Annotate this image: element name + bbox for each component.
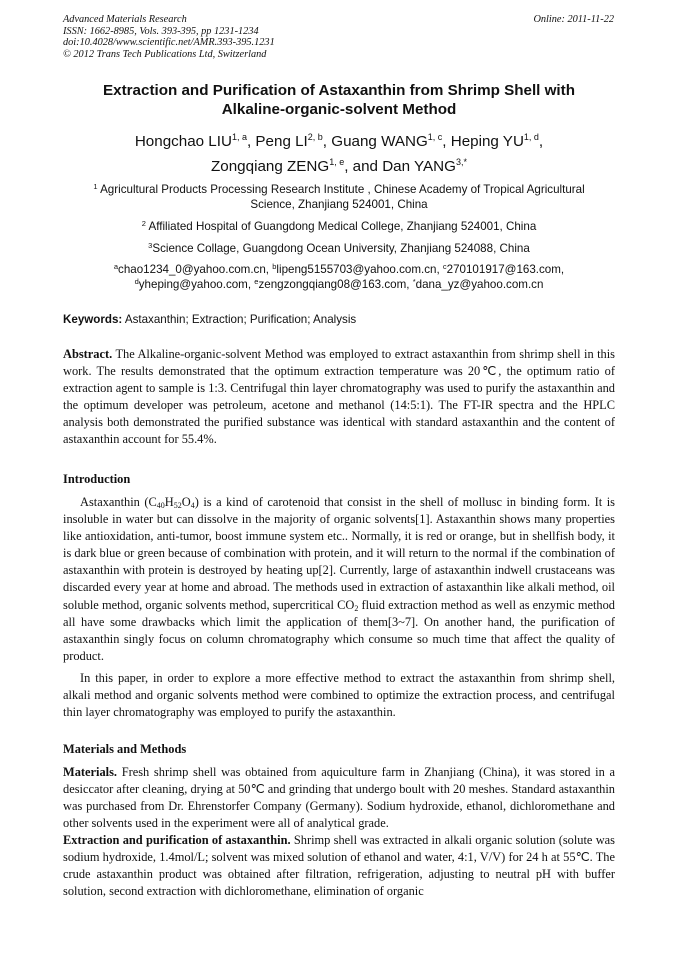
extraction-label: Extraction and purification of astaxanthin. <box>63 833 291 847</box>
email-link[interactable]: chao1234_0@yahoo.com.cn, <box>118 263 273 276</box>
author-name: Heping YU <box>450 133 524 150</box>
email-link[interactable]: dana_yz@yahoo.com.cn <box>415 278 544 291</box>
abstract-text: The Alkaline-organic-solvent Method was employed to extract astaxanthin from shrimp shell in this work. The results demonstrated that the optimum extraction temperature was 20℃, the optimum ratio of extraction agent to sample is 1:3. Centrifugal thin layer chromatography was used to purify the astaxanthin and the optimum developer was petroleum, acetone and methanol (14:5:1). The FT-IR spectra and the HPLC analysis both demonstrated the purified substance was identical with standard astaxanthin and the content of astaxanthin account for 55.4%. <box>63 347 615 447</box>
author-affiliation-mark: 1, e <box>329 157 345 167</box>
author-line-1: Hongchao LIU$^{1, a}$, Peng LI$^{2, b}$, Guang WANG$^{1, c}$, Heping YU$^{1, d}$, <box>134 132 544 150</box>
author-affiliation-mark: 3,* <box>455 157 467 167</box>
affiliation-mark: 2 <box>141 219 146 228</box>
section-heading-introduction: Introduction <box>63 472 131 486</box>
affiliation-3 <box>63 241 615 256</box>
email-link[interactable]: 270101917@163.com, <box>446 263 565 276</box>
author-affiliation-mark: 2, b <box>307 132 323 142</box>
introduction-paragraph-1: Astaxanthin $(C_{40}H_{52}O_4)$ is a kind of carotenoid that consist in the shell of mollusc in binding form. It is insoluble in water but can dissolve in the majority of organic solvents[1]. Astaxanthin shows many properties like antioxidation, anti-tumor, boost immune system etc.. Normally, it is red or orange, but in shellfish body, it is dark blue or green because of combination with protein, and it will return to the normal if the combination of astaxanthin with protein is destroyed by heating up[2]. Currently, large of astaxanthin indwell crustaceans was discarded every year at home and abroad. The methods used in extraction of astaxanthin like alkali method, oil soluble method, organic solvents method, supercritical $CO_2$ fluid extraction method as well as enzymic method all have some drawbacks which limit the application of them[3~7]. On another hand, the purification of astaxanthin singly focus on column chromatography which consume so much time that affect the quality of product. <box>63 495 615 663</box>
affiliation-1 <box>63 182 615 212</box>
email-list: $^a$chao1234_0@yahoo.com.cn, $^b$lipeng5155703@yahoo.com.cn, $^c$270101917@163.com, $^d$yheping@yahoo.com, $^e$zengzongqiang08@163.com, *dana_yz@yahoo.com.cn <box>113 262 565 291</box>
introduction-paragraph-2: In this paper, in order to explore a more effective method to extract the astaxanthin from shrimp shell, alkali method and organic solvents method were combined to optimize the extraction process, and centrifugal thin layer chromatography was employed to purify the astaxanthin. <box>63 671 615 720</box>
email-link[interactable]: lipeng5155703@yahoo.com.cn, <box>276 263 443 276</box>
extraction-paragraph: Extraction and purification of astaxanthin. Shrimp shell was extracted in alkali organic solution (solute was sodium hydroxide, 1.4mol/L; solvent was mixed solution of ethanol and water, 4:1, V/V) for 24 h at 55℃. The crude astaxanthin product was obtained after filtration, refrigeration, adjusting to neutral pH with buffer solution, second extraction with dichloromethane, elimination of organic <box>63 833 615 899</box>
affiliation-mark: 1 <box>93 182 98 191</box>
author-name: Zongqiang ZENG <box>211 158 330 175</box>
affiliation-text: Agricultural Products Processing Research Institute , Chinese Academy of Tropical Agricultural <box>100 183 585 196</box>
section-heading-materials-methods: Materials and Methods <box>63 742 187 756</box>
keywords-text: Astaxanthin; Extraction; Purification; Analysis <box>122 313 357 326</box>
author-affiliation-mark: 1, c <box>427 132 443 142</box>
title-line-1: Extraction and Purification of Astaxanthin from Shrimp Shell with <box>103 82 575 99</box>
affiliation-text: Science Collage, Guangdong Ocean University, Zhanjiang 524088, China <box>152 242 530 255</box>
author-name: Peng LI <box>255 133 308 150</box>
online-date: Online: 2011-11-22 <box>533 14 614 25</box>
copyright-line: © 2012 Trans Tech Publications Ltd, Switzerland <box>63 48 267 60</box>
doi-line: doi:10.4028/www.scientific.net/AMR.393-395.1231 <box>63 37 275 48</box>
author-separator: , <box>246 133 256 150</box>
author-name: Guang WANG <box>331 133 428 150</box>
email-link[interactable]: zengzongqiang08@163.com, <box>258 278 413 291</box>
paper-title <box>63 81 615 119</box>
keywords <box>63 312 615 327</box>
author-separator: , <box>322 133 332 150</box>
author-name: Hongchao LIU <box>134 133 232 150</box>
issn-line: ISSN: 1662-8985, Vols. 393-395, pp 1231-1234 <box>63 25 259 37</box>
abstract <box>63 346 615 449</box>
affiliation-text: Science, Zhanjiang 524001, China <box>250 198 428 211</box>
author-separator: , <box>442 133 451 150</box>
materials-label: Materials. <box>63 765 118 779</box>
author-separator: , and <box>344 158 383 175</box>
affiliation-2 <box>63 219 615 234</box>
journal-header <box>63 14 275 60</box>
author-affiliation-mark: 1, d <box>523 132 539 142</box>
author-affiliation-mark: 1, a <box>231 132 247 142</box>
materials-paragraph: Materials. Fresh shrimp shell was obtained from aquiculture farm in Zhanjiang (China), it was stored in a desiccator after cleaning, drying at 50℃ and grinding that undergo boult with 20 meshes. Standard astaxanthin was purchased from Dr. Ehrenstorfer Company (Germany). Sodium hydroxide, ethanol, dichloromethane and other solvents used in the experiment were all of analytical grade. <box>63 765 615 831</box>
keywords-label: Keywords: <box>63 313 123 326</box>
email-link[interactable]: yheping@yahoo.com, <box>138 278 255 291</box>
affiliation-text: Affiliated Hospital of Guangdong Medical College, Zhanjiang 524001, China <box>148 220 537 233</box>
title-line-2: Alkaline-organic-solvent Method <box>221 101 457 118</box>
affiliation-mark: 3 <box>148 241 153 250</box>
author-name: Dan YANG <box>382 158 456 175</box>
abstract-label: Abstract. <box>63 347 113 361</box>
author-list <box>63 129 615 179</box>
journal-name: Advanced Materials Research <box>63 14 187 25</box>
author-line-2 <box>63 154 615 179</box>
